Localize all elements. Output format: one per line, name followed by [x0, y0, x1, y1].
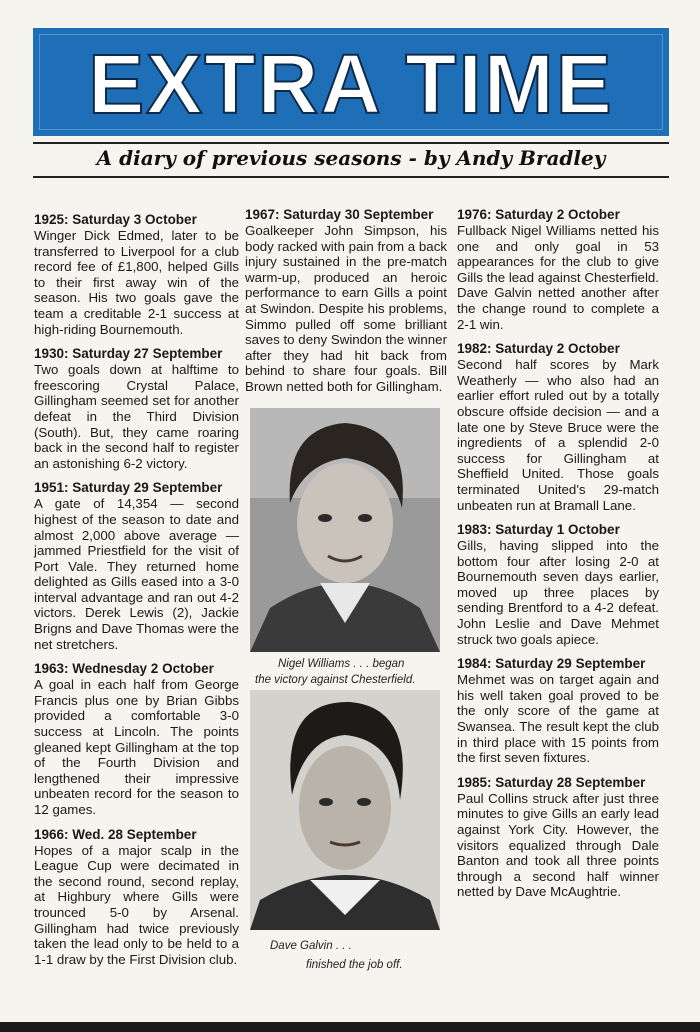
title-banner	[33, 28, 669, 136]
entry-heading: 1966: Wed. 28 September	[34, 826, 197, 842]
page-title: EXTRA TIME	[88, 37, 614, 131]
entry-body: Gills, having slipped into the bottom four after losing 2-0 at Bournemouth seven days earlier, moved up three places by sending Brentford to a 4-2 defeat. John Leslie and Dave Mehmet struck two goals apiece.	[457, 538, 659, 647]
entry-heading: 1951: Saturday 29 September	[34, 480, 223, 496]
diary-entry	[457, 522, 659, 647]
entry-heading: 1983: Saturday 1 October	[457, 522, 620, 538]
top-rule	[33, 142, 669, 144]
entry-body: Goalkeeper John Simpson, his body racked with pain from a back injury sustained in the pre-match warm-up, produced an heroic performance to earn Gills a point at Swindon. Despite his problems, Simmo pulled off some brilliant saves to deny Swindon the winner after they had hit back from behind to share four goals. Bill Brown netted both for Gillingham.	[245, 223, 447, 394]
entry-body: Paul Collins struck after just three minutes to give Gills an early lead against York City. However, the visitors equalized through Dale Banton and took all three points through a second half winner netted by Dave McAughtrie.	[457, 790, 659, 900]
photo-caption: the victory against Chesterfield.	[255, 674, 416, 686]
diary-entry	[34, 212, 239, 337]
entry-body: Hopes of a major scalp in the League Cup were decimated in the second round, second replay, at Highbury where Gills were trounced 5-0 by Arsenal. Gillingham had twice previously taken the lead only to be held to a 1-1 draw by the First Division club.	[34, 842, 239, 967]
photo-nigel-williams	[250, 408, 440, 652]
photo-dave-galvin	[250, 690, 440, 930]
entry-heading: 1985: Saturday 28 September	[457, 774, 646, 790]
entry-body: Winger Dick Edmed, later to be transferred to Liverpool for a club record fee of £1,800, helped Gills to their first away win of the season. His two goals gave the team a creditable 2-1 success at high-riding Bournemouth.	[34, 228, 239, 337]
diary-entry	[245, 207, 447, 395]
entry-body: Fullback Nigel Williams netted his one and only goal in 53 appearances for the club to give Gills the lead against Chesterfield. Dave Galvin netted another after the change round to complete a 2-1 win.	[457, 223, 659, 332]
entry-body: A goal in each half from George Francis plus one by Brian Gibbs provided a comfortable 3-0 success at Lincoln. The points gleaned kept Gillingham at the top of the Fourth Division and lengthened their impressive unbeaten record for the season to 12 games.	[34, 677, 239, 817]
photo-caption: finished the job off.	[306, 959, 403, 971]
entry-body: A gate of 14,354 — second highest of the season to date and almost 2,000 above average — jammed Priestfield for the visit of Port Vale. They returned home delighted as Gills eased into a 3-0 interval advantage and ran out 4-2 victors. Derek Lewis (2), Jackie Brigns and Dave Thomas were the net stretchers.	[34, 496, 239, 652]
diary-entry	[457, 775, 659, 900]
diary-entry	[34, 346, 239, 471]
photo-caption: Dave Galvin . . .	[270, 940, 352, 952]
portrait-photo-icon	[250, 690, 440, 930]
entry-heading: 1930: Saturday 27 September	[34, 346, 223, 362]
bottom-rule	[33, 176, 669, 178]
column-left	[34, 212, 239, 976]
page-bottom-edge	[0, 1022, 700, 1032]
entry-heading: 1967: Saturday 30 September	[245, 207, 434, 222]
diary-entry	[457, 656, 659, 766]
diary-entry	[34, 827, 239, 968]
diary-entry	[457, 341, 659, 513]
entry-body: Second half scores by Mark Weatherly — who also had an earlier effort ruled out by a totally obscure offside decision — and a late one by Steve Bruce were the ingredients of a splendid 2-0 success for Gillingham at Sheffield United. Those goals terminated United's 29-match unbeaten run at Bramall Lane.	[457, 357, 659, 513]
entry-heading: 1976: Saturday 2 October	[457, 207, 620, 222]
diary-entry	[34, 480, 239, 652]
entry-heading: 1984: Saturday 29 September	[457, 656, 646, 672]
page-subtitle: A diary of previous seasons - by Andy Bradley	[96, 146, 606, 170]
column-middle	[245, 207, 447, 404]
diary-entry	[34, 661, 239, 817]
entry-body: Two goals down at halftime to freescoring Crystal Palace, Gillingham seemed set for another defeat in the Third Division (South). But, they came roaring back in the second half to register an astonishing 6-2 victory.	[34, 362, 239, 471]
entry-heading: 1925: Saturday 3 October	[34, 212, 197, 227]
entry-body: Mehmet was on target again and his well taken goal proved to be the only score of the game at Swansea. The result kept the club in third place with 15 points from the first seven fixtures.	[457, 672, 659, 766]
portrait-photo-icon	[250, 408, 440, 652]
diary-entry	[457, 207, 659, 332]
column-right	[457, 207, 659, 909]
entry-heading: 1982: Saturday 2 October	[457, 341, 620, 357]
entry-heading: 1963: Wednesday 2 October	[34, 661, 214, 677]
photo-caption: Nigel Williams . . . began	[278, 658, 405, 670]
